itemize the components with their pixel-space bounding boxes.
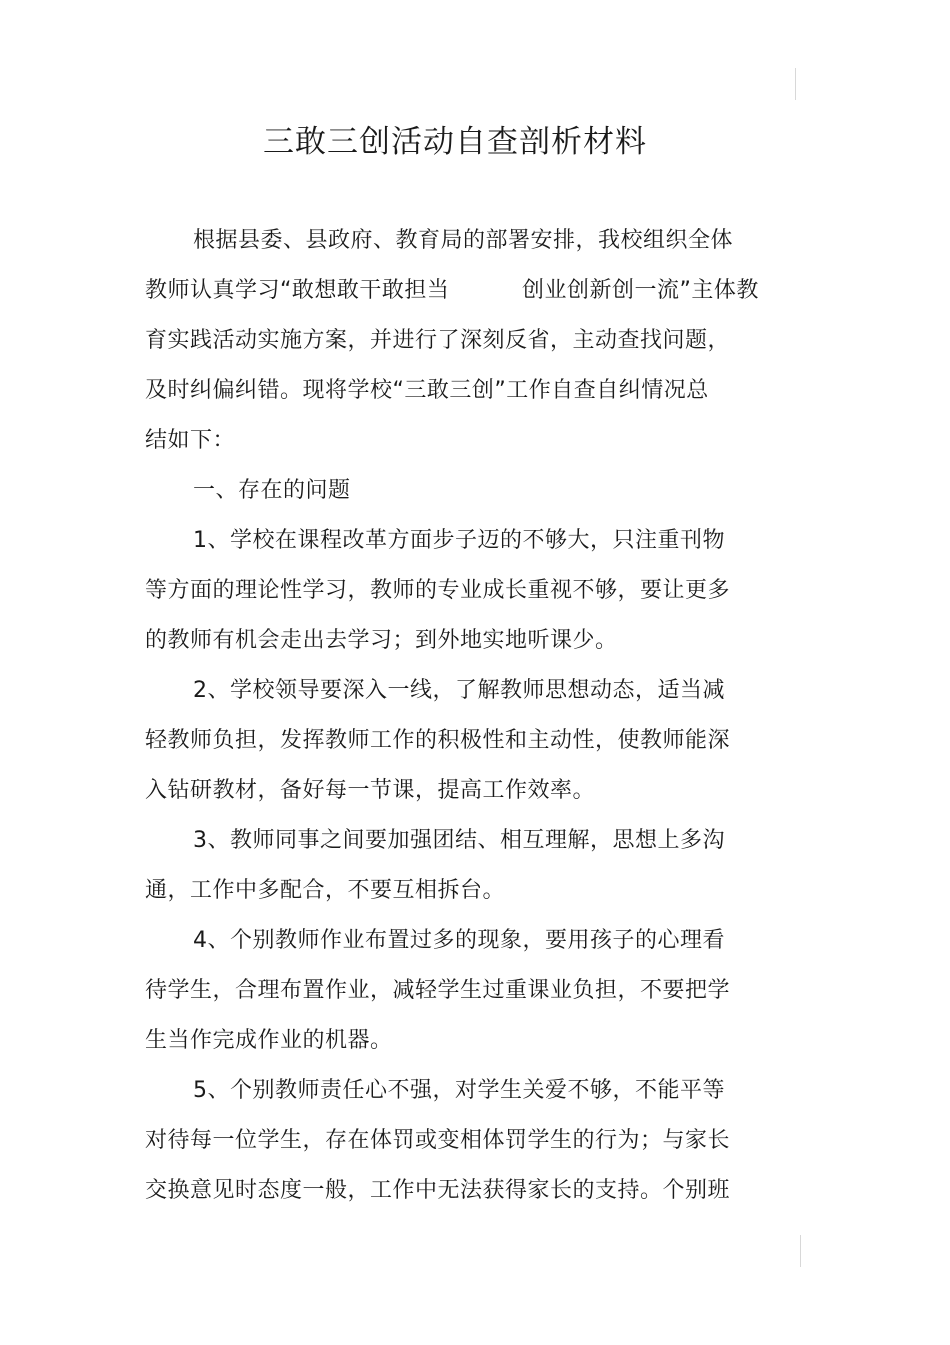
paragraph-line: 5、个别教师责任心不强，对学生关爱不够，不能平等 — [193, 1078, 725, 1103]
paragraph-line: 待学生，合理布置作业，减轻学生过重课业负担，不要把学 — [145, 978, 731, 1003]
paragraph-line: 轻教师负担，发挥教师工作的积极性和主动性，使教师能深 — [145, 728, 731, 753]
top-right-margin-mark — [795, 68, 796, 100]
paragraph-line: 及时纠偏纠错。现将学校“三敢三创”工作自查自纠情况总 — [145, 378, 709, 403]
paragraph-line: 生当作完成作业的机器。 — [145, 1028, 393, 1053]
paragraph-line: 对待每一位学生，存在体罚或变相体罚学生的行为；与家长 — [145, 1128, 731, 1153]
paragraph-line: 等方面的理论性学习，教师的专业成长重视不够，要让更多 — [145, 578, 731, 603]
paragraph-line: 1、学校在课程改革方面步子迈的不够大，只注重刊物 — [193, 528, 725, 553]
bottom-right-margin-mark — [800, 1235, 801, 1267]
paragraph-line: 结如下： — [145, 428, 236, 453]
paragraph-line: 通，工作中多配合，不要互相拆台。 — [145, 878, 506, 903]
document-title: 三敢三创活动自查剖析材料 — [263, 124, 647, 160]
paragraph-line: 的教师有机会走出去学习；到外地实地听课少。 — [145, 628, 618, 653]
paragraph-line: 育实践活动实施方案，并进行了深刻反省，主动查找问题， — [145, 328, 731, 353]
paragraph-line: 交换意见时态度一般，工作中无法获得家长的支持。个别班 — [145, 1178, 731, 1203]
paragraph-line: 根据县委、县政府、教育局的部署安排，我校组织全体 — [193, 228, 734, 253]
paragraph-line: 入钻研教材，备好每一节课，提高工作效率。 — [145, 778, 596, 803]
section-heading: 一、存在的问题 — [193, 478, 351, 503]
paragraph-line: 4、个别教师作业布置过多的现象，要用孩子的心理看 — [193, 928, 725, 953]
paragraph-line: 创业创新创一流”主体教 — [522, 278, 759, 303]
paragraph-line: 3、教师同事之间要加强团结、相互理解，思想上多沟 — [193, 828, 725, 853]
paragraph-line: 2、学校领导要深入一线，了解教师思想动态，适当减 — [193, 678, 725, 703]
paragraph-line: 教师认真学习“敢想敢干敢担当 — [145, 278, 450, 303]
